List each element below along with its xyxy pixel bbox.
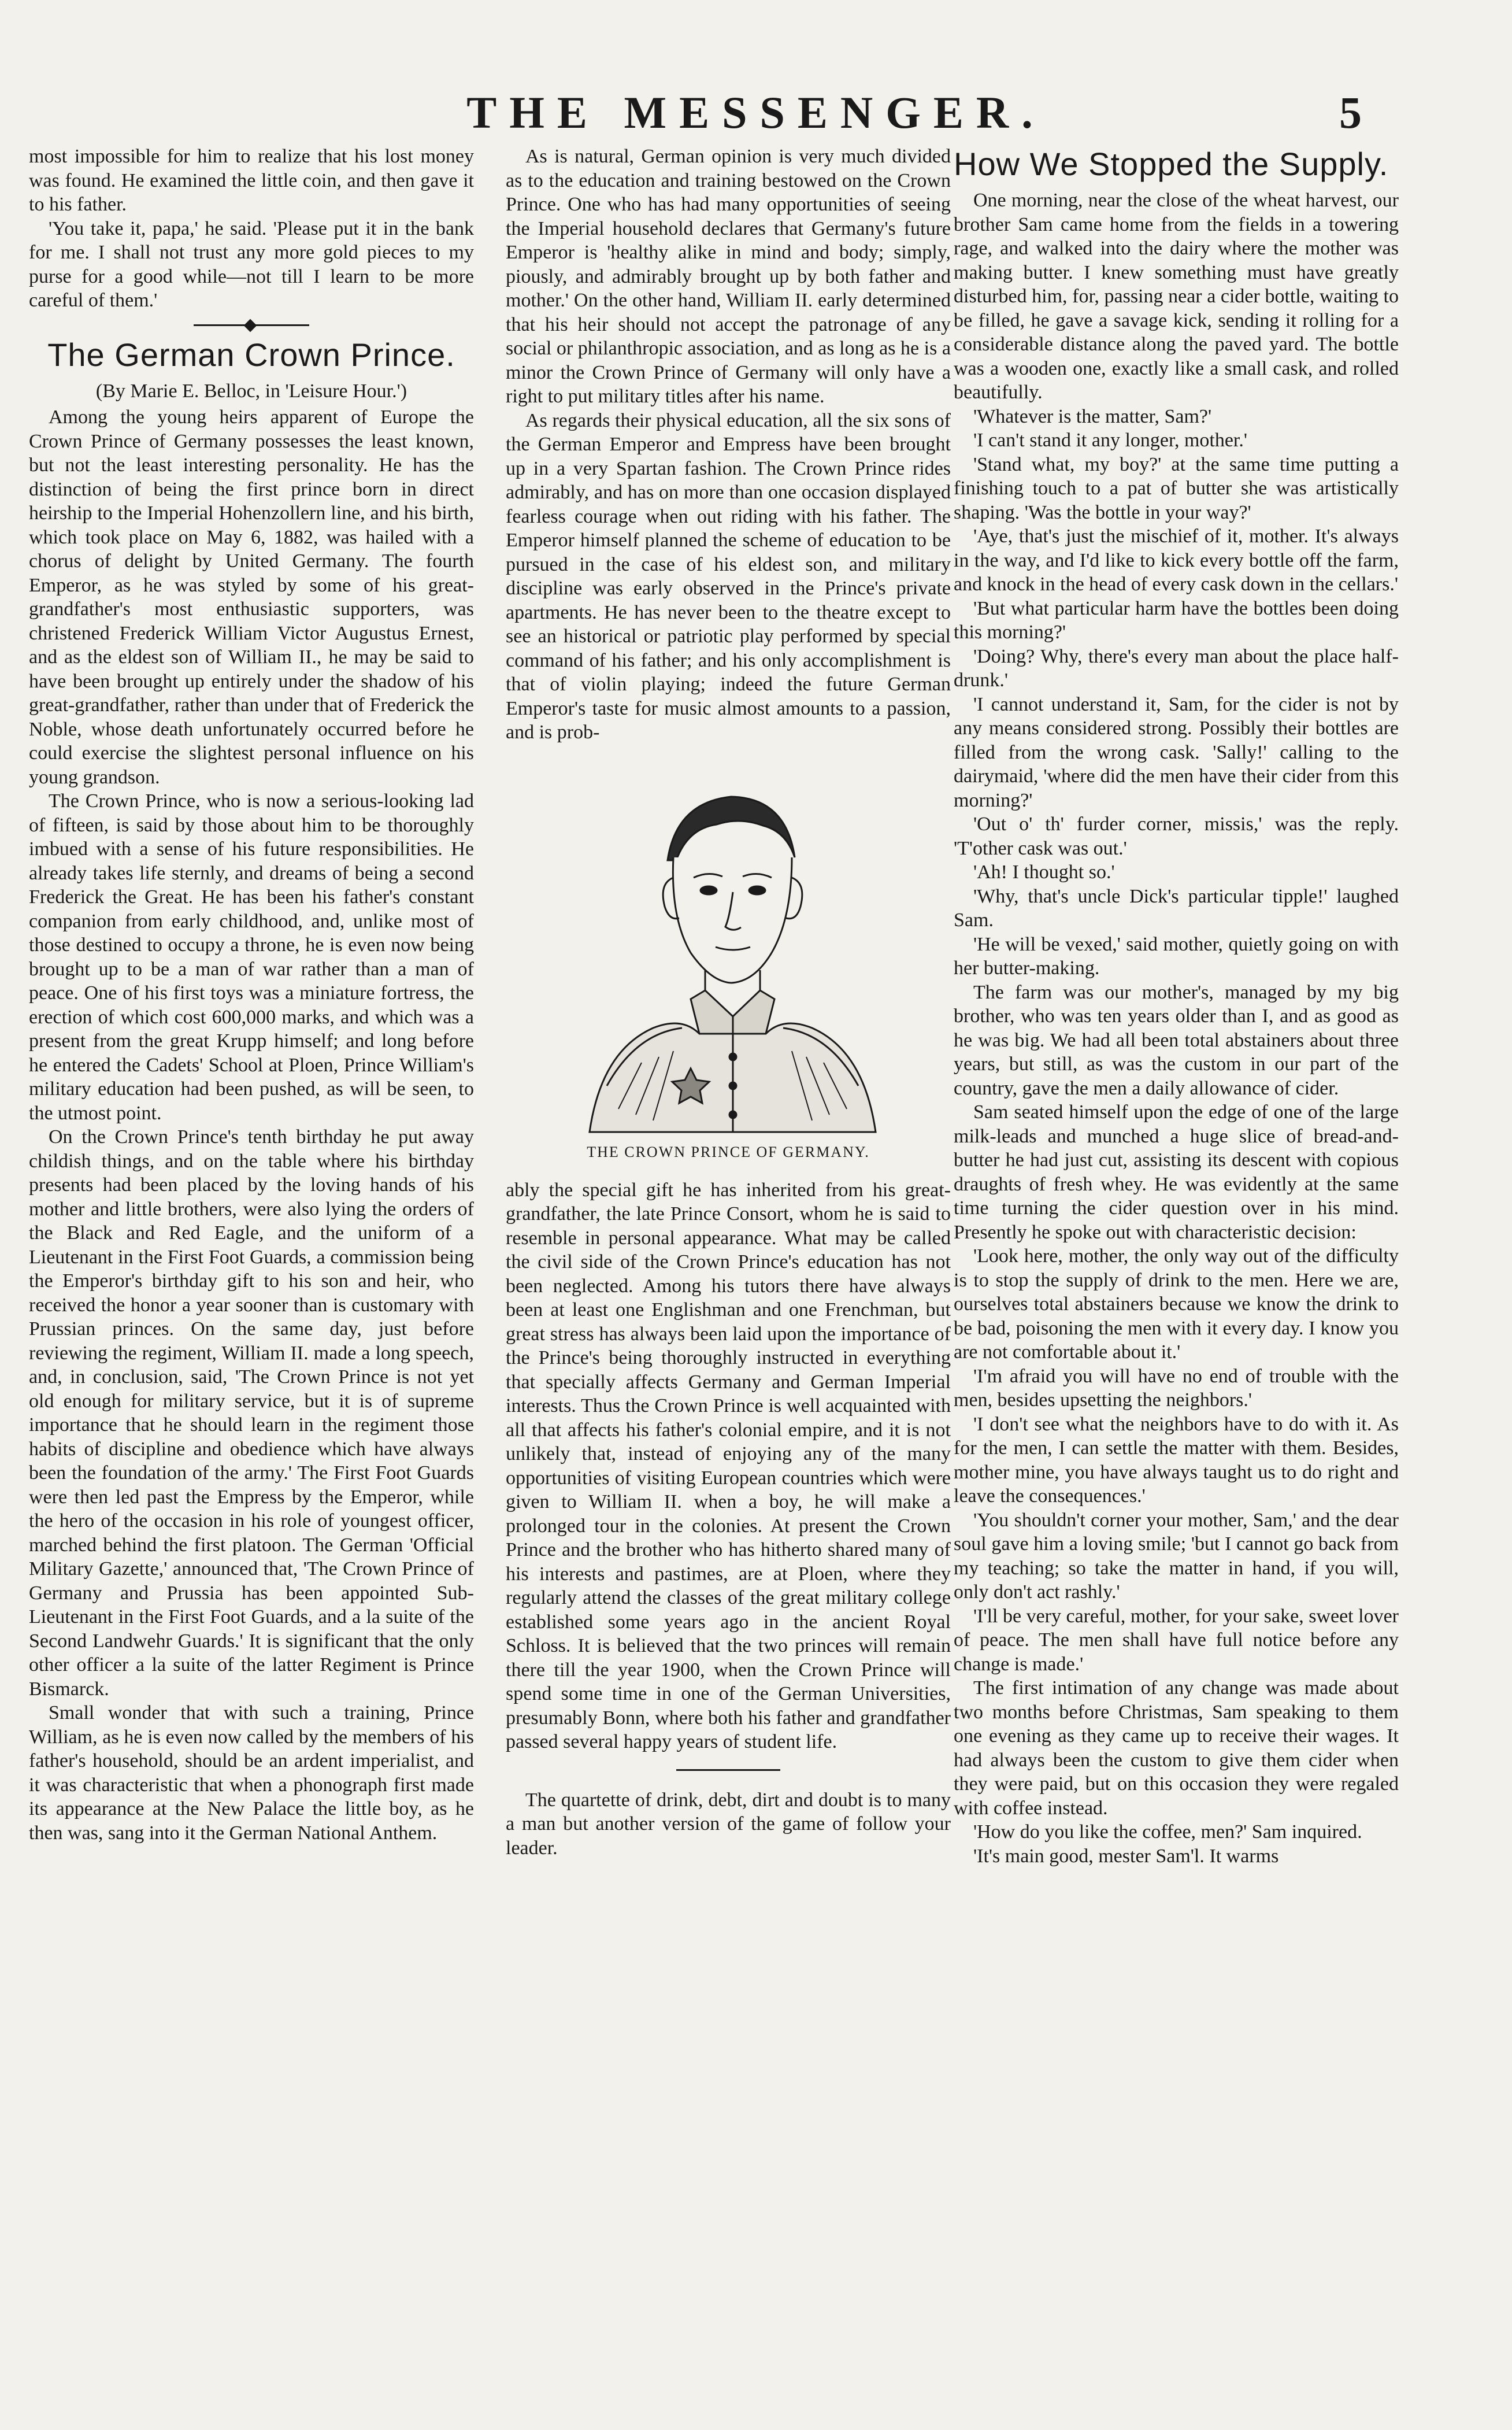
- paragraph: Sam seated himself upon the edge of one of the large milk-leads and munched a huge slice of bread-and-butter he had just cut, assisting its descent with copious draughts of fresh whey. He was evidently at the same time turning the cider question over in his mind. Presently he spoke out with characteristic decision:: [954, 1101, 1399, 1243]
- paragraph: Small wonder that with such a training, Prince William, as he is even now called by the members of his father's household, should be an ardent imperialist, and it was characteristic that when a phonograph first made its appearance at the New Palace the little boy, as he then was, sang into it the German National Anthem.: [29, 1702, 474, 1844]
- paragraph: 'You shouldn't corner your mother, Sam,' and the dear soul gave him a loving smile; 'but I cannot go back from my teaching; so take the matter in hand, if you will, only don't act rashly.': [954, 1509, 1399, 1603]
- paragraph: 'I'll be very careful, mother, for your sake, sweet lover of peace. The men shall have full notice before any change is made.': [954, 1605, 1399, 1675]
- paragraph: 'He will be vexed,' said mother, quietly going on with her butter-making.: [954, 933, 1399, 979]
- paragraph: 'It's main good, mester Sam'l. It warms: [973, 1845, 1279, 1867]
- paragraph: The Crown Prince, who is now a serious-looking lad of fifteen, is said by those about him to be thoroughly imbued with a sense of his future responsibilities. He already takes life sternly, and dreams of being a second Frederick the Great. He has been his father's constant companion from early childhood, and, unlike most of those destined to occupy a throne, he is even now being brought up to be a man of war rather than a man of peace. One of his first toys was a miniature fortress, the erection of which cost 600,000 marks, and which was a present from the great Krupp himself; and long before he entered the Cadets' School at Ploen, Prince William's military education had been pushed, as will be seen, to the utmost point.: [29, 790, 474, 1124]
- paragraph: The farm was our mother's, managed by my big brother, who was ten years older than I, and as good as he was big. We had all been total abstainers about three years, but still, as was the custom in our part of the country, gave the men a daily allowance of cider.: [954, 981, 1399, 1099]
- paragraph: 'I don't see what the neighbors have to do with it. As for the men, I can settle the matter with them. Besides, mother mine, you have always taught us to do right and leave the consequences.': [954, 1413, 1399, 1507]
- paragraph: 'Look here, mother, the only way out of the difficulty is to stop the supply of drink to the men. Here we are, ourselves total abstainers because we know the drink to be bad, poisoning the men with it every day. I know you are not comfortable about it.': [954, 1245, 1399, 1363]
- paragraph: 'Doing? Why, there's every man about the place half-drunk.': [954, 645, 1399, 691]
- paragraph: 'I'm afraid you will have no end of trouble with the men, besides upsetting the neighbors.': [954, 1365, 1399, 1411]
- paragraph: 'How do you like the coffee, men?' Sam inquired.: [973, 1821, 1362, 1843]
- paragraph: 'Out o' th' furder corner, missis,' was the reply. 'T'other cask was out.': [954, 813, 1399, 859]
- paragraph: 'You take it, papa,' he said. 'Please put it in the bank for me. I shall not trust any more gold pieces to my purse for a good while—not till I learn to be more careful of them.': [29, 217, 474, 311]
- paragraph: As is natural, German opinion is very much divided as to the education and training bestowed on the Crown Prince. One who has had many opportunities of seeing the Imperial household declares that Germany's future Emperor is 'healthy alike in mind and body; simply, piously, and admirably brought up by both father and mother.' On the other hand, William II. early determined that his heir should not accept the patronage of any social or philanthropic association, and as long as he is a minor the Crown Prince of Germany will only have a right to put military titles after his name.: [506, 146, 951, 407]
- paragraph: 'Aye, that's just the mischief of it, mother. It's always in the way, and I'd like to kick every bottle off the farm, and knock in the head of every cask down in the cellars.': [954, 526, 1399, 595]
- paragraph: 'I cannot understand it, Sam, for the cider is not by any means considered strong. Possibly their bottles are filled from the wrong cask. 'Sally!' calling to the dairymaid, 'where did the men have their cider from this morning?': [954, 693, 1399, 811]
- article-title-crown-prince: The German Crown Prince.: [47, 336, 455, 373]
- column-2: [506, 145, 951, 1860]
- filler-paragraph: The quartette of drink, debt, dirt and doubt is to many a man but another version of the game of follow your leader.: [506, 1789, 951, 1859]
- newspaper-title: THE MESSENGER.: [466, 87, 1046, 138]
- section-divider: [676, 1769, 780, 1771]
- portrait-caption: THE CROWN PRINCE OF GERMANY.: [587, 1143, 870, 1160]
- paragraph: Among the young heirs apparent of Europe the Crown Prince of Germany possesses the least known, but not the least interesting personality. He has the distinction of being the first prince born in direct heirship to the Imperial Hohenzollern line, and his birth, which took place on May 6, 1882, was hailed with a chorus of delight by United Germany. The fourth Emperor, as he was styled by some of his great-grandfather's most enthusiastic supporters, was christened Frederick William Victor Augustus Ernest, and as the eldest son of William II., he may be said to have been brought up entirely under the shadow of his great-grandfather, rather than under that of Frederick the Noble, whose death unfortunately occurred before he could exercise the slightest personal influence on his young grandson.: [29, 406, 474, 788]
- paragraph: 'Whatever is the matter, Sam?': [973, 405, 1212, 427]
- paragraph: On the Crown Prince's tenth birthday he put away childish things, and on the table where his birthday presents had been placed by the loving hands of his mother and little brothers, were also lying the orders of the Black and Red Eagle, and the uniform of a Lieutenant in the First Foot Guards, a commission being the Emperor's birthday gift to his son and heir, who received the honor a year sooner than is customary with Prussian princes. On the same day, just before reviewing the regiment, William II. made a long speech, and, in conclusion, said, 'The Crown Prince is not yet old enough for military service, but it is of supreme importance that he should learn in the regiment those habits of discipline and obedience which have always been the foundation of the army.' The First Foot Guards were then led past the Empress by the Emperor, while the hero of the occasion in his role of youngest officer, marched behind the first platoon. The German 'Official Military Gazette,' announced that, 'The Crown Prince of Germany and Prussia has been appointed Sub-Lieutenant in the First Foot Guards, and a la suite of the Second Landwehr Guards.' It is significant that the only other officer a la suite of the latter Regiment is Prince Bismarck.: [29, 1126, 474, 1700]
- paragraph: The first intimation of any change was made about two months before Christmas, Sam speaking to them one evening as they came up to receive their wages. It had always been the custom to give them cider when they were paid, but on this occasion they were regaled with coffee instead.: [954, 1677, 1399, 1819]
- article-title-stopped-supply: How We Stopped the Supply.: [954, 146, 1389, 182]
- section-divider: [194, 324, 309, 326]
- paragraph: ably the special gift he has inherited from his great-grandfather, the late Prince Consort, whom he is said to resemble in personal appearance. What may be called the civil side of the Crown Prince's education has not been neglected. Among his tutors there have always been at least one Englishman and one Frenchman, but great stress has always been laid upon the importance of the Prince's being thoroughly instructed in everything that specially affects Germany and German Imperial interests. Thus the Crown Prince is well acquainted with all that affects his father's colonial empire, and it is not unlikely that, instead of enjoying any of the many opportunities of visiting European countries which were given to William II. when a boy, he will make a prolonged tour in the colonies. At present the Crown Prince and the brother who has hitherto shared many of his interests and pastimes, are at Ploen, where they regularly attend the classes of the great military college established some years ago in the ancient Royal Schloss. It is believed that the two princes will remain there till the year 1900, when the Crown Prince will spend some time in one of the German Universities, presumably Bonn, where both his father and grandfather passed several happy years of student life.: [506, 1179, 951, 1752]
- page-number: 5: [1339, 87, 1362, 138]
- paragraph: One morning, near the close of the wheat harvest, our brother Sam came home from the fields in a towering rage, and walked into the dairy where the mother was making butter. I knew something must have greatly disturbed him, for, passing near a cider bottle, waiting to be filled, he gave a savage kick, sending it rolling for a considerable distance along the paved yard. The bottle was a wooden one, exactly like a small cask, and rolled beautifully.: [954, 190, 1399, 403]
- crown-prince-portrait: [566, 762, 890, 1138]
- paragraph: As regards their physical education, all the six sons of the German Emperor and Empress have been brought up in a very Spartan fashion. The Crown Prince rides admirably, and has on more than one occasion displayed fearless courage when out riding with his father. The Emperor himself planned the scheme of education to be pursued in the case of his eldest son, and military discipline was early observed in the Prince's private apartments. He has never been to the theatre except to see an historical or patriotic play performed by special command of his father; and his only accomplishment is that of violin playing; indeed the future German Emperor's taste for music almost amounts to a passion, and is prob-: [506, 409, 951, 743]
- paragraph: 'I can't stand it any longer, mother.': [973, 430, 1248, 451]
- column-3: [954, 145, 1399, 1868]
- byline: (By Marie E. Belloc, in 'Leisure Hour.'): [95, 380, 407, 402]
- paragraph: 'Stand what, my boy?' at the same time putting a finishing touch to a pat of butter she was artistically shaping. 'Was the bottle in your way?': [954, 453, 1399, 523]
- masthead: [0, 87, 1512, 139]
- paragraph: most impossible for him to realize that his lost money was found. He examined the little coin, and then gave it to his father.: [29, 146, 474, 215]
- paragraph: 'Why, that's uncle Dick's particular tipple!' laughed Sam.: [954, 885, 1399, 931]
- paragraph: 'Ah! I thought so.': [973, 861, 1115, 883]
- column-1: [29, 145, 474, 1845]
- paragraph: 'But what particular harm have the bottles been doing this morning?': [954, 597, 1399, 643]
